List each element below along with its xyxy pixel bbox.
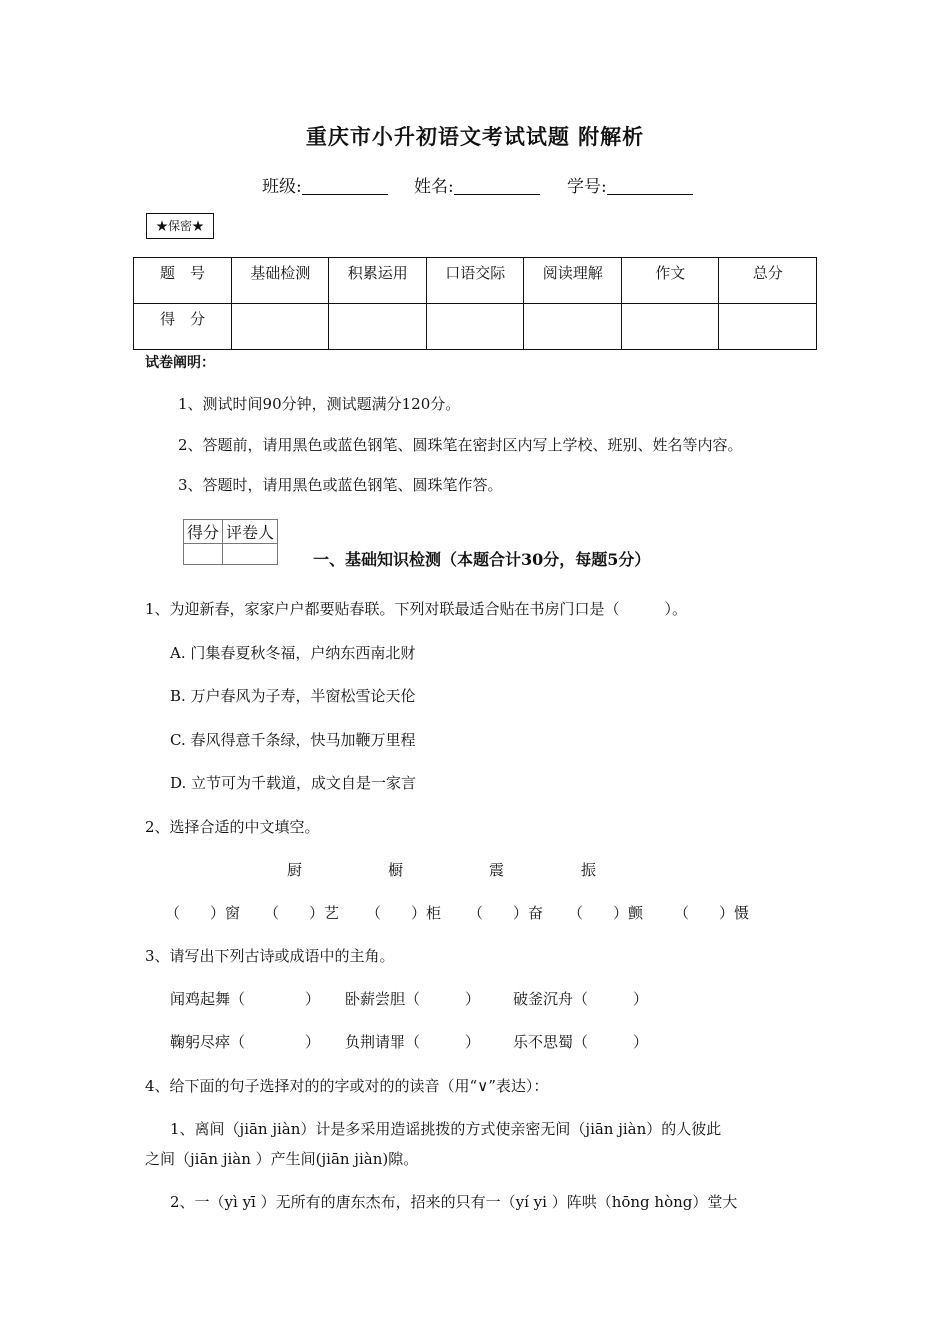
- score-header-cell: 题 号: [134, 258, 232, 304]
- idiom-blank[interactable]: 鞠躬尽瘁（ ）: [170, 1033, 321, 1051]
- score-cell[interactable]: [719, 304, 817, 350]
- score-cell[interactable]: [426, 304, 524, 350]
- name-blank[interactable]: [454, 178, 540, 195]
- score-header-cell: 阅读理解: [524, 258, 622, 304]
- fill-blank[interactable]: （ ）颤: [568, 904, 644, 922]
- score-header-cell: 口语交际: [426, 258, 524, 304]
- score-header-cell: 作文: [621, 258, 719, 304]
- char-choice: 厨: [287, 861, 303, 879]
- question-stem: 4、给下面的句子选择对的的字或对的的读音（用“∨”表达）：: [145, 1077, 549, 1095]
- class-field: [262, 172, 388, 197]
- char-choice: 振: [581, 861, 597, 879]
- score-header-cell: 总分: [719, 258, 817, 304]
- fill-blank[interactable]: （ ）窗: [165, 904, 241, 922]
- grader-name-label: 评卷人: [223, 520, 278, 544]
- score-cell[interactable]: [231, 304, 329, 350]
- fill-blank[interactable]: （ ）慑: [674, 904, 750, 922]
- number-blank[interactable]: [607, 178, 693, 195]
- class-blank[interactable]: [302, 178, 388, 195]
- sentence: 1、离间（jiān jiàn）计是多采用造谣挑拨的方式使亲密无间（jiān jiàn）的人彼此: [170, 1120, 722, 1138]
- instruction-item: 3、答题时，请用黑色或蓝色钢笔、圆珠笔作答。: [178, 476, 503, 494]
- score-header-cell: 积累运用: [329, 258, 427, 304]
- grader-score-label: 得分: [184, 520, 223, 544]
- grader-table: [183, 519, 278, 565]
- score-header-cell: 基础检测: [231, 258, 329, 304]
- option-a: A. 门集春夏秋冬福，户纳东西南北财: [170, 644, 416, 662]
- sentence: 之间（jiān jiàn ）产生间(jiān jiàn)隙。: [145, 1150, 419, 1168]
- idiom-blank[interactable]: 乐不思蜀（ ）: [513, 1033, 649, 1051]
- idiom-blank[interactable]: 闻鸡起舞（ ）: [170, 990, 321, 1008]
- number-field: [567, 172, 693, 197]
- page-title: 重庆市小升初语文考试试题 附解析: [305, 124, 645, 149]
- grader-score-cell[interactable]: [184, 544, 223, 565]
- instructions-heading: 试卷阐明：: [145, 355, 215, 371]
- confidential-badge: ★保密★: [146, 213, 214, 239]
- option-d: D. 立节可为千载道，成文自是一家言: [170, 774, 417, 792]
- option-b: B. 万户春风为子寿，半窗松雪论天伦: [170, 687, 416, 705]
- score-row-label: 得 分: [134, 304, 232, 350]
- fill-blank[interactable]: （ ）柜: [366, 904, 442, 922]
- question-stem: 2、选择合适的中文填空。: [145, 818, 320, 836]
- fill-blank[interactable]: （ ）艺: [264, 904, 340, 922]
- idiom-blank[interactable]: 负荆请罪（ ）: [345, 1033, 481, 1051]
- section-title: 一、基础知识检测（本题合计30分，每题5分）: [313, 550, 651, 569]
- name-label: 姓名:: [414, 177, 454, 197]
- fill-blank[interactable]: （ ）奋: [468, 904, 544, 922]
- class-label: 班级:: [262, 177, 302, 197]
- number-label: 学号:: [567, 177, 607, 197]
- score-cell[interactable]: [524, 304, 622, 350]
- question-stem: 1、为迎新春，家家户户都要贴春联。下列对联最适合贴在书房门口是（ ）。: [145, 600, 688, 618]
- score-table: [133, 257, 817, 350]
- question-stem: 3、请写出下列古诗或成语中的主角。: [145, 947, 395, 965]
- score-cell[interactable]: [329, 304, 427, 350]
- char-choice: 震: [489, 861, 505, 879]
- idiom-blank[interactable]: 破釜沉舟（ ）: [513, 990, 649, 1008]
- name-field: [414, 172, 540, 197]
- char-choice: 橱: [388, 861, 404, 879]
- instruction-item: 2、答题前，请用黑色或蓝色钢笔、圆珠笔在密封区内写上学校、班别、姓名等内容。: [178, 436, 743, 454]
- sentence: 2、一（yì yī ）无所有的唐东杰布，招来的只有一（yí yi ）阵哄（hōng hòng）堂大: [170, 1193, 738, 1211]
- grader-name-cell[interactable]: [223, 544, 278, 565]
- instruction-item: 1、测试时间90分钟，测试题满分120分。: [178, 395, 461, 413]
- score-cell[interactable]: [621, 304, 719, 350]
- idiom-blank[interactable]: 卧薪尝胆（ ）: [345, 990, 481, 1008]
- option-c: C. 春风得意千条绿，快马加鞭万里程: [170, 731, 416, 749]
